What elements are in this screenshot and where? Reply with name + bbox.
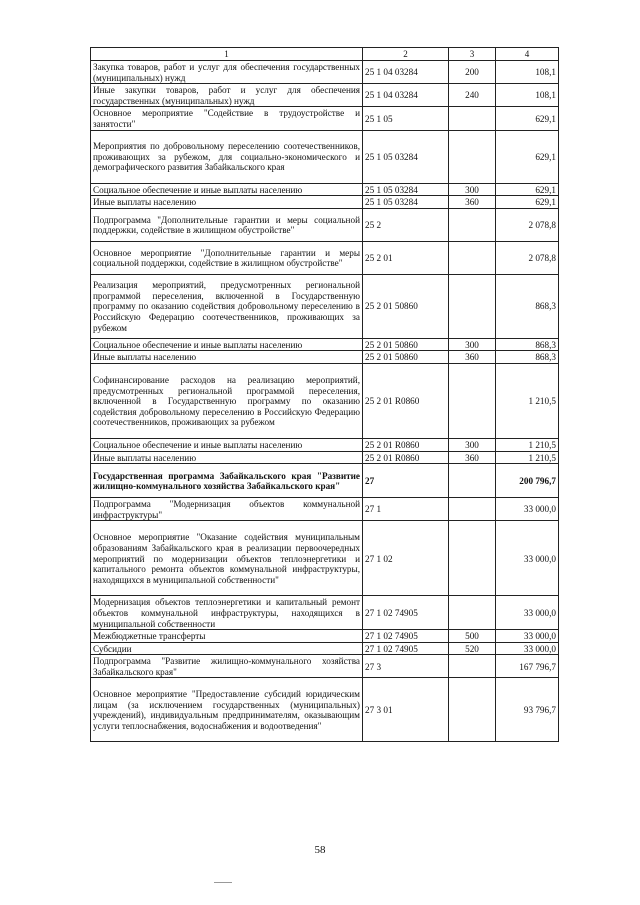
row-sum-cell: 1 210,5 [496,451,559,464]
row-sum-cell: 629,1 [496,196,559,209]
row-code-cell: 27 1 02 74905 [363,596,449,630]
budget-sheet [90,47,558,742]
page-number: 58 [314,844,326,856]
row-code-cell: 25 2 01 R0860 [363,438,449,451]
row-name-cell: Социальное обеспечение и иные выплаты населению [91,183,363,196]
table-row [91,678,559,742]
row-type-cell: 360 [449,196,496,209]
row-code-cell: 27 1 [363,498,449,521]
row-sum-cell: 2 078,8 [496,241,559,274]
table-row [91,107,559,130]
row-sum-cell: 629,1 [496,130,559,183]
row-type-cell [449,130,496,183]
row-name-cell: Реализация мероприятий, предусмотренных региональной программой переселения, включенной в Государственную программу по оказанию содействия добровольному переселению в Российскую Федерацию соотечественников, проживающих за рубежом [91,274,363,338]
table-row [91,438,559,451]
row-code-cell: 27 [363,464,449,498]
row-sum-cell: 33 000,0 [496,521,559,596]
row-type-cell: 240 [449,84,496,107]
row-sum-cell: 33 000,0 [496,630,559,643]
row-type-cell [449,107,496,130]
row-name-cell: Иные выплаты населению [91,351,363,364]
row-code-cell: 25 1 05 [363,107,449,130]
row-sum-cell: 629,1 [496,183,559,196]
table-row [91,655,559,678]
row-code-cell: 27 1 02 74905 [363,642,449,655]
row-code-cell: 25 2 01 R0860 [363,451,449,464]
row-type-cell: 200 [449,61,496,84]
row-type-cell: 360 [449,351,496,364]
row-code-cell: 25 1 05 03284 [363,130,449,183]
table-row [91,596,559,630]
row-sum-cell: 868,3 [496,274,559,338]
row-type-cell: 300 [449,438,496,451]
table-row [91,274,559,338]
table-row [91,451,559,464]
row-type-cell [449,596,496,630]
row-name-cell: Модернизация объектов теплоэнергетики и капитальный ремонт объектов коммунальной инфраструктуры, находящихся в муниципальной собственности [91,596,363,630]
row-code-cell: 25 2 01 50860 [363,274,449,338]
row-sum-cell: 200 796,7 [496,464,559,498]
table-row [91,630,559,643]
row-type-cell [449,363,496,438]
row-name-cell: Иные закупки товаров, работ и услуг для обеспечения государственных (муниципальных) нужд [91,84,363,107]
table-row [91,521,559,596]
table-row [91,196,559,209]
table-row [91,338,559,351]
row-code-cell: 27 3 01 [363,678,449,742]
table-row [91,61,559,84]
row-name-cell: Социальное обеспечение и иные выплаты населению [91,338,363,351]
table-row [91,464,559,498]
table-header-row [91,48,559,61]
header-col-1: 1 [91,48,363,61]
row-sum-cell: 93 796,7 [496,678,559,742]
row-type-cell: 360 [449,451,496,464]
row-type-cell [449,274,496,338]
header-col-3: 3 [449,48,496,61]
row-sum-cell: 33 000,0 [496,642,559,655]
row-name-cell: Основное мероприятие "Дополнительные гарантии и меры социальной поддержки, содействие в жилищном обустройстве" [91,241,363,274]
row-type-cell [449,678,496,742]
row-name-cell: Основное мероприятие "Оказание содействия муниципальным образованиям Забайкальского края в реализации первоочередных мероприятий по модернизации объектов теплоэнергетики и капитального ремонта объектов коммунальной инфраструктуры, находящихся в муниципальной собственности" [91,521,363,596]
row-type-cell: 520 [449,642,496,655]
row-code-cell: 25 1 05 03284 [363,183,449,196]
row-code-cell: 25 2 01 50860 [363,338,449,351]
row-type-cell [449,464,496,498]
row-name-cell: Социальное обеспечение и иные выплаты населению [91,438,363,451]
row-name-cell: Закупка товаров, работ и услуг для обеспечения государственных (муниципальных) нужд [91,61,363,84]
table-row [91,183,559,196]
row-name-cell: Государственная программа Забайкальского края "Развитие жилищно-коммунального хозяйства Забайкальского края" [91,464,363,498]
row-code-cell: 25 2 01 50860 [363,351,449,364]
budget-table [90,47,559,742]
row-name-cell: Иные выплаты населению [91,451,363,464]
row-sum-cell: 1 210,5 [496,438,559,451]
row-sum-cell: 33 000,0 [496,596,559,630]
row-type-cell: 500 [449,630,496,643]
row-code-cell: 25 2 01 [363,241,449,274]
row-sum-cell: 108,1 [496,61,559,84]
row-sum-cell: 2 078,8 [496,208,559,241]
row-name-cell: Иные выплаты населению [91,196,363,209]
row-type-cell [449,241,496,274]
header-col-2: 2 [363,48,449,61]
row-name-cell: Подпрограмма "Модернизация объектов коммунальной инфраструктуры" [91,498,363,521]
row-sum-cell: 868,3 [496,351,559,364]
row-name-cell: Основное мероприятие "Содействие в трудоустройстве и занятости" [91,107,363,130]
row-code-cell: 25 1 04 03284 [363,61,449,84]
header-col-4: 4 [496,48,559,61]
table-row [91,84,559,107]
row-sum-cell: 629,1 [496,107,559,130]
table-row [91,363,559,438]
row-type-cell [449,208,496,241]
row-name-cell: Подпрограмма "Дополнительные гарантии и меры социальной поддержки, содействие в жилищном обустройстве" [91,208,363,241]
table-row [91,498,559,521]
row-name-cell: Межбюджетные трансферты [91,630,363,643]
row-type-cell [449,498,496,521]
table-row [91,642,559,655]
footer-mark [214,882,232,883]
row-code-cell: 25 1 04 03284 [363,84,449,107]
row-code-cell: 27 1 02 [363,521,449,596]
row-type-cell [449,655,496,678]
table-row [91,130,559,183]
row-sum-cell: 167 796,7 [496,655,559,678]
row-sum-cell: 1 210,5 [496,363,559,438]
row-sum-cell: 868,3 [496,338,559,351]
row-type-cell [449,521,496,596]
row-name-cell: Подпрограмма "Развитие жилищно-коммунального хозяйства Забайкальского края" [91,655,363,678]
row-code-cell: 27 1 02 74905 [363,630,449,643]
row-sum-cell: 108,1 [496,84,559,107]
row-name-cell: Софинансирование расходов на реализацию мероприятий, предусмотренных региональной программой переселения, включенной в Государственную программу по оказанию содействия добровольному переселению в Российскую Федерацию соотечественников, проживающих за рубежом [91,363,363,438]
row-code-cell: 25 2 [363,208,449,241]
row-name-cell: Основное мероприятие "Предоставление субсидий юридическим лицам (за исключением государственных (муниципальных) учреждений), индивидуальным предпринимателям, оказывающим услуги теплоснабжения, водоснабжения и водоотведения" [91,678,363,742]
row-name-cell: Субсидии [91,642,363,655]
row-code-cell: 27 3 [363,655,449,678]
table-row [91,241,559,274]
row-name-cell: Мероприятия по добровольному переселению соотечественников, проживающих за рубежом, для социально-экономического и демографического развития Забайкальского края [91,130,363,183]
row-code-cell: 25 1 05 03284 [363,196,449,209]
row-type-cell: 300 [449,338,496,351]
row-type-cell: 300 [449,183,496,196]
row-sum-cell: 33 000,0 [496,498,559,521]
table-row [91,208,559,241]
row-code-cell: 25 2 01 R0860 [363,363,449,438]
table-row [91,351,559,364]
